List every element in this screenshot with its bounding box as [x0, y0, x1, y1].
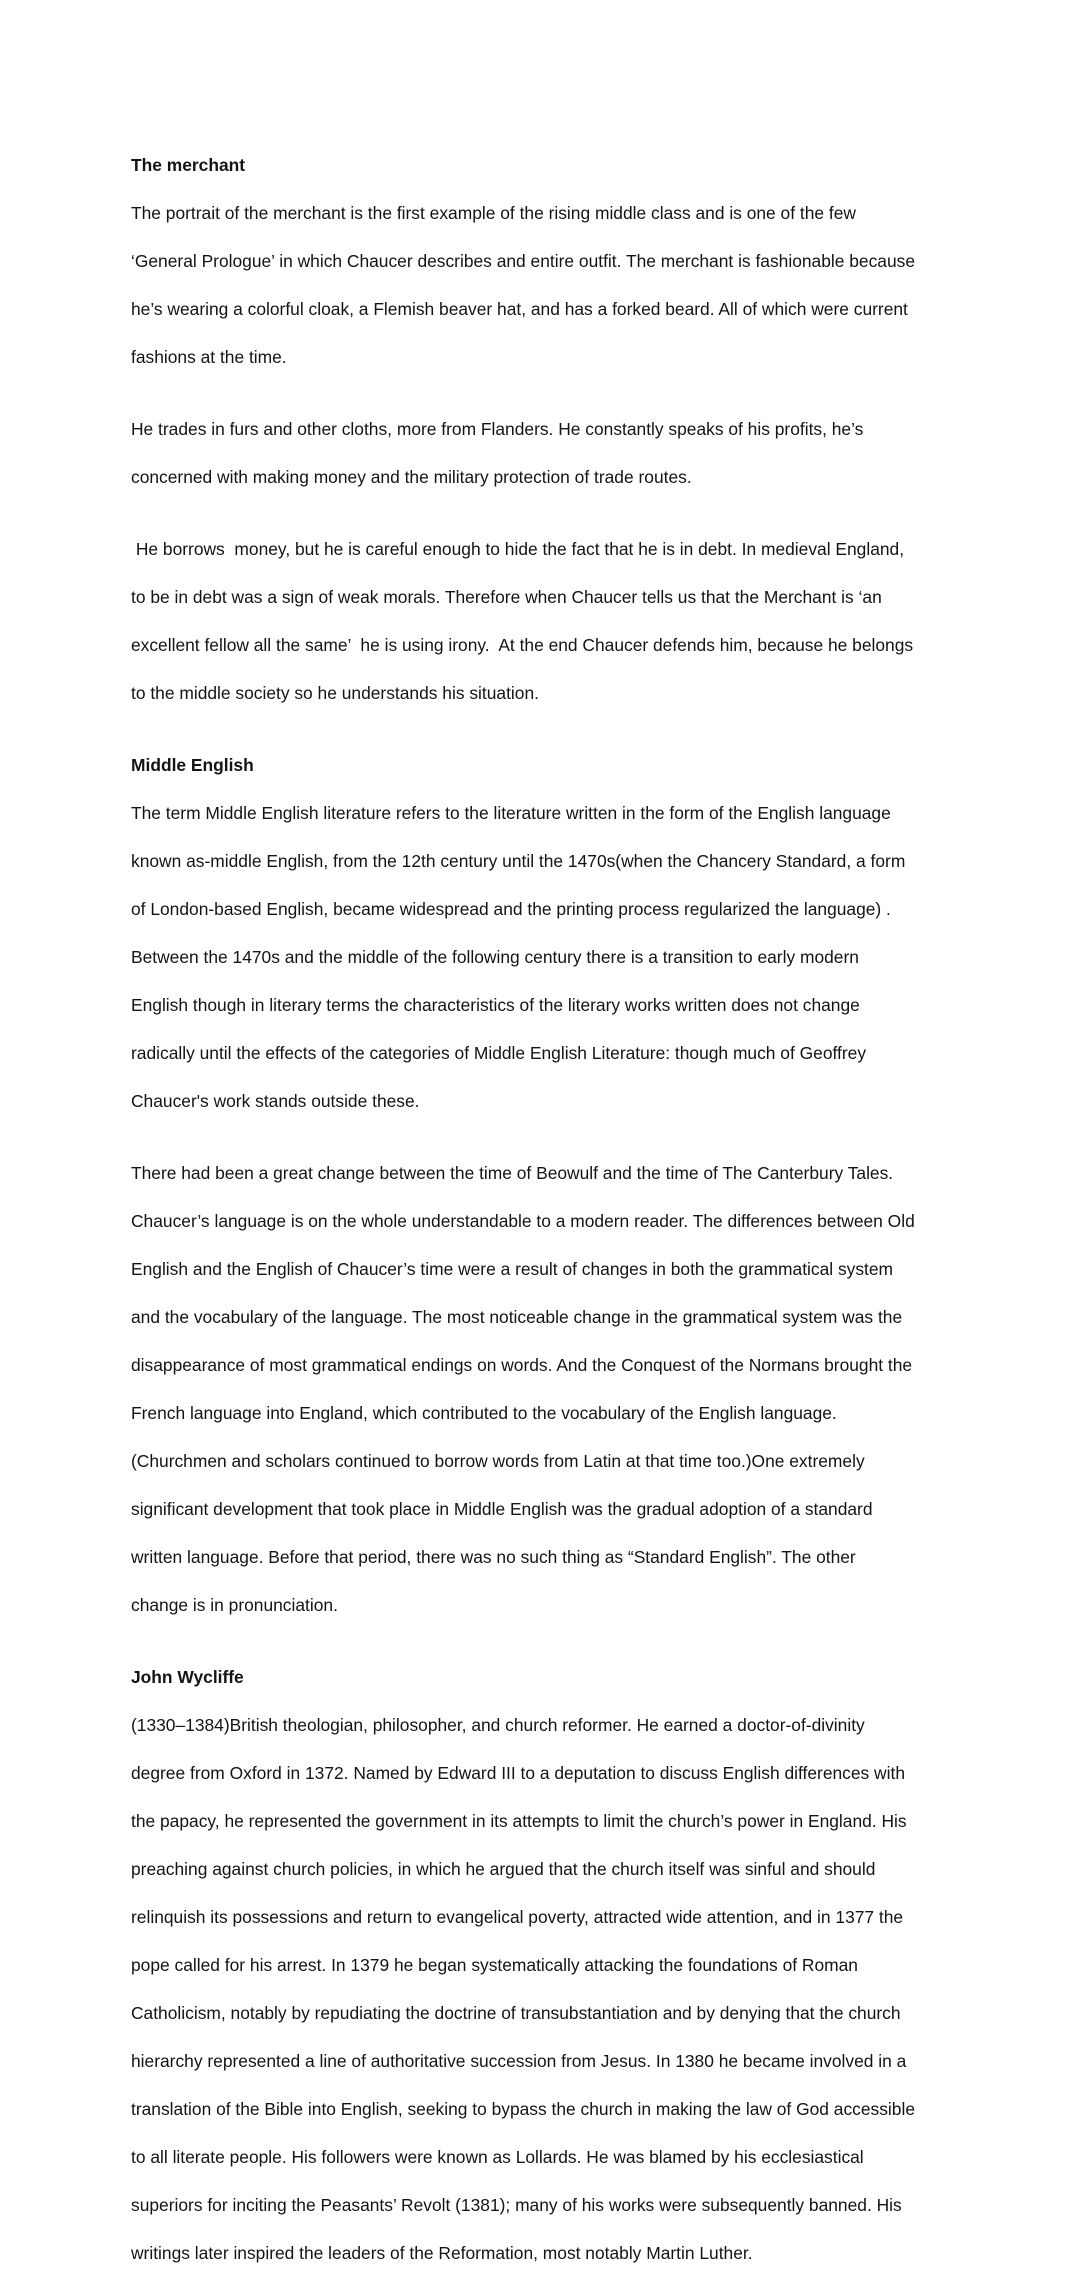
text-line: The term Middle English literature refers to the literature written in the form of the English language — [131, 803, 891, 823]
text-line: written language. Before that period, there was no such thing as “Standard English”. The other — [131, 1547, 856, 1567]
text-line: relinquish its possessions and return to evangelical poverty, attracted wide attention, and in 1377 the — [131, 1907, 904, 1927]
paragraph — [131, 777, 961, 1137]
text-line: Chaucer’s language is on the whole understandable to a modern reader. The differences between Old — [131, 1211, 915, 1231]
text-line: to the middle society so he understands his situation. — [131, 683, 539, 703]
text-line: of London-based English, became widespread and the printing process regularized the language) . — [131, 899, 891, 919]
text-line: Between the 1470s and the middle of the following century there is a transition to early modern — [131, 947, 859, 967]
text-line: Chaucer's work stands outside these. — [131, 1091, 420, 1111]
text-line: Catholicism, notably by repudiating the doctrine of transubstantiation and by denying that the church — [131, 2003, 901, 2023]
text-line: (1330–1384)British theologian, philosopher, and church reformer. He earned a doctor-of-divinity — [131, 1715, 865, 1735]
paragraph — [131, 513, 961, 729]
text-line: excellent fellow all the same’ he is using irony. At the end Chaucer defends him, because he belongs — [131, 635, 914, 655]
section-heading: The merchant — [131, 155, 246, 175]
text-line: to all literate people. His followers were known as Lollards. He was blamed by his ecclesiastical — [131, 2147, 864, 2167]
paragraph — [131, 177, 961, 393]
text-line: English and the English of Chaucer’s time were a result of changes in both the grammatical system — [131, 1259, 894, 1279]
text-line: There had been a great change between the time of Beowulf and the time of The Canterbury Tales. — [131, 1163, 894, 1183]
text-line: French language into England, which contributed to the vocabulary of the English language. — [131, 1403, 837, 1423]
section-john-wycliffe — [131, 1665, 961, 2289]
text-line: preaching against church policies, in which he argued that the church itself was sinful and should — [131, 1859, 876, 1879]
text-line: He trades in furs and other cloths, more from Flanders. He constantly speaks of his profits, he’s — [131, 419, 864, 439]
section-heading: John Wycliffe — [131, 1667, 244, 1687]
text-line: hierarchy represented a line of authoritative succession from Jesus. In 1380 he became involved in a — [131, 2051, 907, 2071]
text-line: the papacy, he represented the government in its attempts to limit the church’s power in England. His — [131, 1811, 907, 1831]
text-line: and the vocabulary of the language. The most noticeable change in the grammatical system was the — [131, 1307, 903, 1327]
section-middle-english — [131, 753, 961, 1641]
text-line: ‘General Prologue’ in which Chaucer describes and entire outfit. The merchant is fashionable because — [131, 251, 915, 271]
text-line: translation of the Bible into English, seeking to bypass the church in making the law of God accessible — [131, 2099, 915, 2119]
paragraph — [131, 1137, 961, 1641]
text-line: pope called for his arrest. In 1379 he began systematically attacking the foundations of Roman — [131, 1955, 858, 1975]
text-line: radically until the effects of the categories of Middle English Literature: though much of Geoffrey — [131, 1043, 867, 1063]
paragraph — [131, 393, 961, 513]
text-line: he’s wearing a colorful cloak, a Flemish beaver hat, and has a forked beard. All of which were current — [131, 299, 908, 319]
text-line: to be in debt was a sign of weak morals. Therefore when Chaucer tells us that the Merchant is ‘an — [131, 587, 882, 607]
text-line: The portrait of the merchant is the first example of the rising middle class and is one of the few — [131, 203, 856, 223]
text-line: superiors for inciting the Peasants’ Revolt (1381); many of his works were subsequently banned. His — [131, 2195, 902, 2215]
section-the-merchant — [131, 153, 961, 729]
text-line: fashions at the time. — [131, 347, 287, 367]
text-line: writings later inspired the leaders of the Reformation, most notably Martin Luther. — [131, 2243, 753, 2263]
text-line: disappearance of most grammatical endings on words. And the Conquest of the Normans brought the — [131, 1355, 913, 1375]
paragraph — [131, 1689, 961, 2289]
text-line: English though in literary terms the characteristics of the literary works written does not change — [131, 995, 860, 1015]
text-line: (Churchmen and scholars continued to borrow words from Latin at that time too.)One extremely — [131, 1451, 865, 1471]
text-line: He borrows money, but he is careful enough to hide the fact that he is in debt. In medieval England, — [131, 539, 905, 559]
text-line: change is in pronunciation. — [131, 1595, 338, 1615]
document-page — [131, 153, 961, 2289]
text-line: concerned with making money and the military protection of trade routes. — [131, 467, 692, 487]
text-line: degree from Oxford in 1372. Named by Edward III to a deputation to discuss English differences with — [131, 1763, 905, 1783]
text-line: known as-middle English, from the 12th century until the 1470s(when the Chancery Standard, a form — [131, 851, 906, 871]
text-line: significant development that took place in Middle English was the gradual adoption of a standard — [131, 1499, 873, 1519]
section-heading: Middle English — [131, 755, 254, 775]
